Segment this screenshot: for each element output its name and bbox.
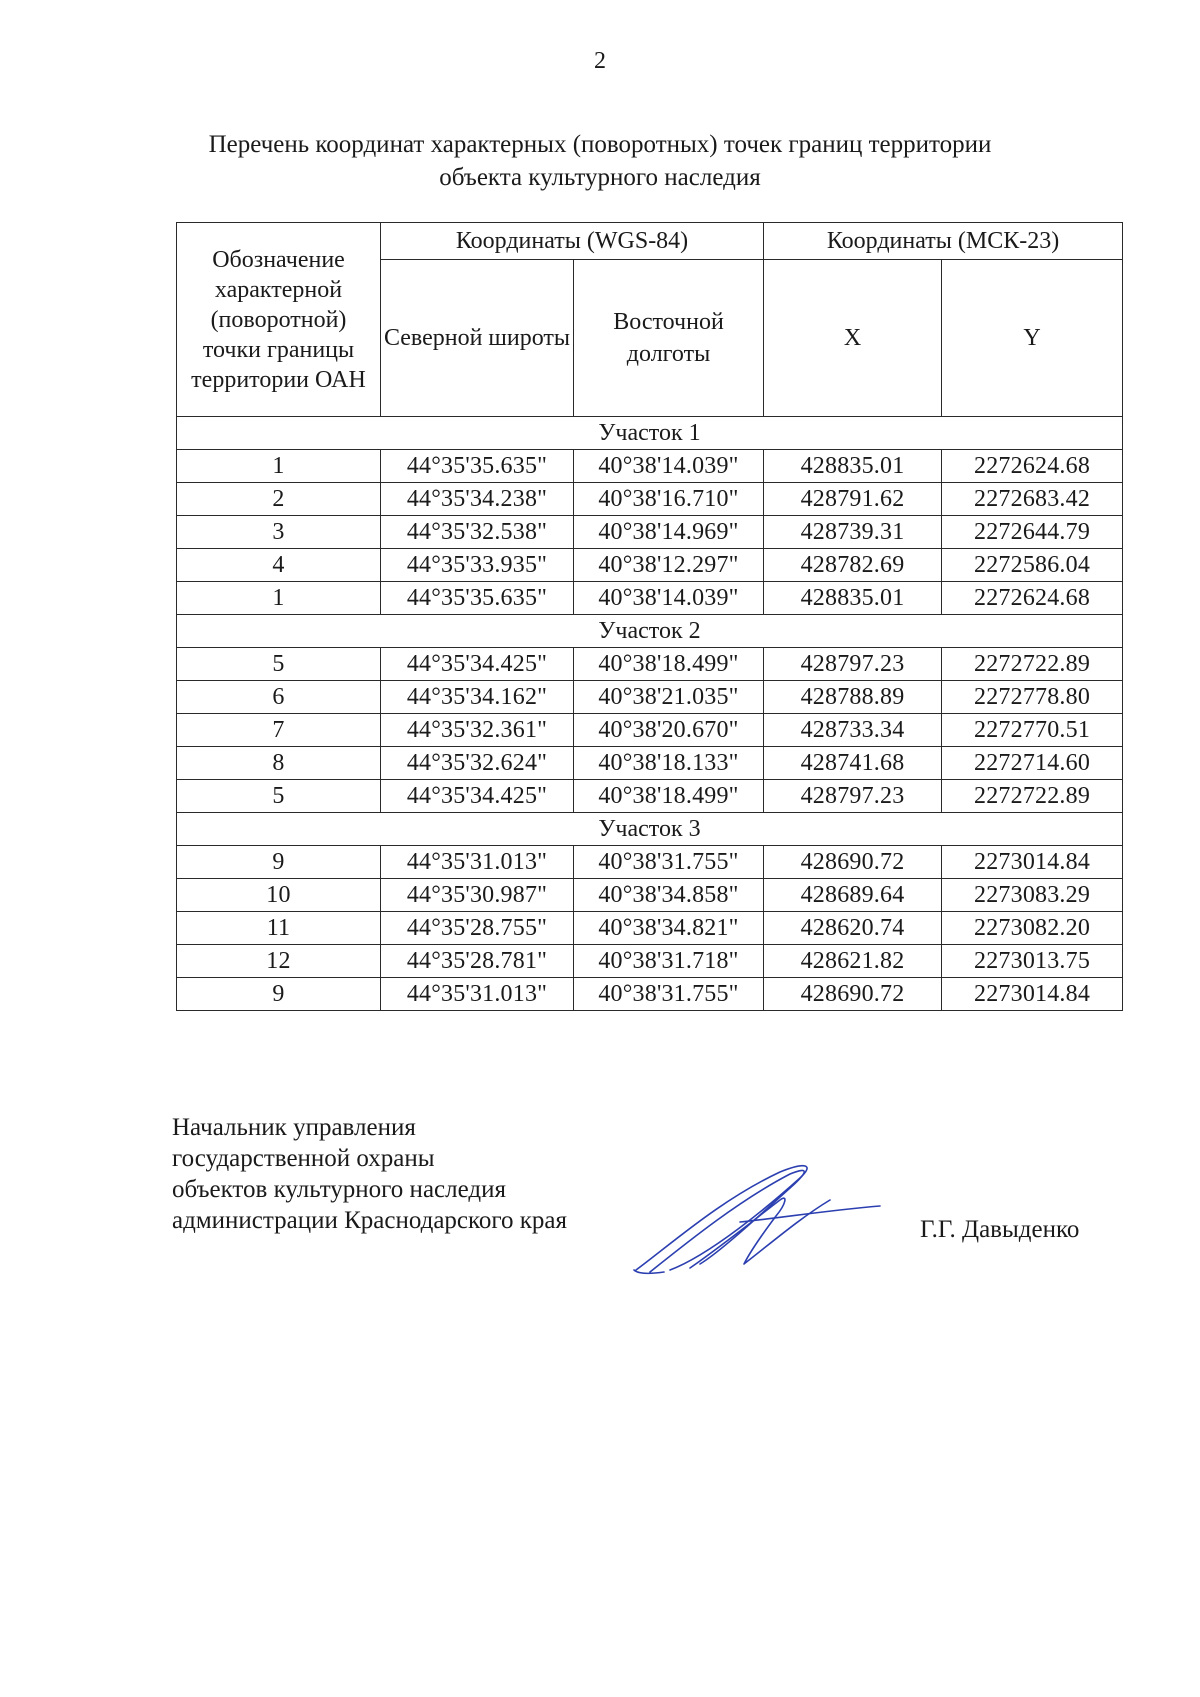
table-row <box>177 945 1123 978</box>
cell-x: 428733.34 <box>764 714 942 747</box>
table-row <box>177 450 1123 483</box>
cell-latitude: 44°35'32.538" <box>381 516 574 549</box>
table-header <box>177 223 1123 417</box>
cell-y: 2273082.20 <box>942 912 1123 945</box>
table-row <box>177 714 1123 747</box>
signer-name: Г.Г. Давыденко <box>920 1216 1080 1243</box>
table-body <box>177 417 1123 1011</box>
table-row <box>177 846 1123 879</box>
header-wgs84: Координаты (WGS-84) <box>381 223 764 260</box>
position-line: государственной охраны <box>172 1145 435 1172</box>
table-row <box>177 879 1123 912</box>
cell-longitude: 40°38'14.039" <box>574 450 764 483</box>
cell-longitude: 40°38'18.133" <box>574 747 764 780</box>
cell-latitude: 44°35'31.013" <box>381 978 574 1011</box>
cell-latitude: 44°35'34.425" <box>381 780 574 813</box>
section-row <box>177 615 1123 648</box>
cell-y: 2272644.79 <box>942 516 1123 549</box>
header-y: Y <box>942 260 1123 417</box>
document-title <box>150 128 1050 194</box>
cell-latitude: 44°35'30.987" <box>381 879 574 912</box>
cell-longitude: 40°38'31.755" <box>574 978 764 1011</box>
header-east-longitude: Восточной долготы <box>574 260 764 417</box>
cell-longitude: 40°38'21.035" <box>574 681 764 714</box>
cell-x: 428739.31 <box>764 516 942 549</box>
cell-longitude: 40°38'20.670" <box>574 714 764 747</box>
cell-point: 9 <box>177 846 381 879</box>
cell-point: 8 <box>177 747 381 780</box>
cell-longitude: 40°38'18.499" <box>574 780 764 813</box>
cell-y: 2272683.42 <box>942 483 1123 516</box>
cell-y: 2273014.84 <box>942 846 1123 879</box>
cell-y: 2272770.51 <box>942 714 1123 747</box>
cell-y: 2272586.04 <box>942 549 1123 582</box>
cell-x: 428797.23 <box>764 780 942 813</box>
header-north-latitude: Северной широты <box>381 260 574 417</box>
cell-longitude: 40°38'18.499" <box>574 648 764 681</box>
cell-x: 428741.68 <box>764 747 942 780</box>
coordinates-table <box>176 222 1123 1011</box>
table-row <box>177 912 1123 945</box>
cell-x: 428835.01 <box>764 450 942 483</box>
cell-point: 5 <box>177 780 381 813</box>
cell-x: 428621.82 <box>764 945 942 978</box>
cell-x: 428788.89 <box>764 681 942 714</box>
table-row <box>177 978 1123 1011</box>
cell-latitude: 44°35'31.013" <box>381 846 574 879</box>
section-row <box>177 417 1123 450</box>
cell-latitude: 44°35'33.935" <box>381 549 574 582</box>
cell-latitude: 44°35'28.781" <box>381 945 574 978</box>
table-row <box>177 516 1123 549</box>
section-title: Участок 1 <box>177 417 1123 450</box>
handwritten-signature <box>630 1160 890 1280</box>
cell-latitude: 44°35'34.425" <box>381 648 574 681</box>
cell-y: 2272624.68 <box>942 582 1123 615</box>
cell-longitude: 40°38'14.969" <box>574 516 764 549</box>
header-x: X <box>764 260 942 417</box>
cell-latitude: 44°35'28.755" <box>381 912 574 945</box>
cell-point: 3 <box>177 516 381 549</box>
cell-point: 7 <box>177 714 381 747</box>
cell-point: 12 <box>177 945 381 978</box>
cell-point: 5 <box>177 648 381 681</box>
header-point-designation: Обозначение характерной (поворотной) точки границы территории ОАН <box>177 223 381 417</box>
position-line: объектов культурного наследия <box>172 1176 506 1203</box>
cell-x: 428791.62 <box>764 483 942 516</box>
cell-longitude: 40°38'34.858" <box>574 879 764 912</box>
section-title: Участок 2 <box>177 615 1123 648</box>
position-line: Начальник управления <box>172 1114 416 1141</box>
cell-x: 428689.64 <box>764 879 942 912</box>
table-row <box>177 582 1123 615</box>
cell-point: 10 <box>177 879 381 912</box>
cell-y: 2272714.60 <box>942 747 1123 780</box>
cell-x: 428797.23 <box>764 648 942 681</box>
cell-point: 9 <box>177 978 381 1011</box>
table-row <box>177 549 1123 582</box>
cell-point: 2 <box>177 483 381 516</box>
cell-latitude: 44°35'35.635" <box>381 450 574 483</box>
cell-y: 2272624.68 <box>942 450 1123 483</box>
cell-y: 2273014.84 <box>942 978 1123 1011</box>
cell-latitude: 44°35'32.624" <box>381 747 574 780</box>
cell-y: 2272722.89 <box>942 648 1123 681</box>
table-row <box>177 483 1123 516</box>
cell-x: 428620.74 <box>764 912 942 945</box>
cell-y: 2272778.80 <box>942 681 1123 714</box>
cell-y: 2273013.75 <box>942 945 1123 978</box>
cell-latitude: 44°35'35.635" <box>381 582 574 615</box>
cell-x: 428835.01 <box>764 582 942 615</box>
table-row <box>177 780 1123 813</box>
header-msk23: Координаты (МСК-23) <box>764 223 1123 260</box>
cell-longitude: 40°38'31.718" <box>574 945 764 978</box>
cell-x: 428782.69 <box>764 549 942 582</box>
title-line-1: Перечень координат характерных (поворотных) точек границ территории <box>208 131 992 158</box>
section-title: Участок 3 <box>177 813 1123 846</box>
cell-y: 2272722.89 <box>942 780 1123 813</box>
page-number: 2 <box>594 48 606 74</box>
title-line-2: объекта культурного наследия <box>439 164 761 191</box>
table-row <box>177 681 1123 714</box>
cell-latitude: 44°35'34.162" <box>381 681 574 714</box>
cell-point: 1 <box>177 450 381 483</box>
cell-longitude: 40°38'14.039" <box>574 582 764 615</box>
cell-longitude: 40°38'34.821" <box>574 912 764 945</box>
cell-point: 1 <box>177 582 381 615</box>
cell-latitude: 44°35'34.238" <box>381 483 574 516</box>
table-row <box>177 648 1123 681</box>
cell-longitude: 40°38'31.755" <box>574 846 764 879</box>
section-row <box>177 813 1123 846</box>
cell-longitude: 40°38'12.297" <box>574 549 764 582</box>
signature-position <box>172 1112 567 1236</box>
cell-point: 4 <box>177 549 381 582</box>
cell-point: 11 <box>177 912 381 945</box>
cell-x: 428690.72 <box>764 846 942 879</box>
cell-y: 2273083.29 <box>942 879 1123 912</box>
cell-x: 428690.72 <box>764 978 942 1011</box>
cell-point: 6 <box>177 681 381 714</box>
table-row <box>177 747 1123 780</box>
cell-longitude: 40°38'16.710" <box>574 483 764 516</box>
position-line: администрации Краснодарского края <box>172 1207 568 1234</box>
cell-latitude: 44°35'32.361" <box>381 714 574 747</box>
